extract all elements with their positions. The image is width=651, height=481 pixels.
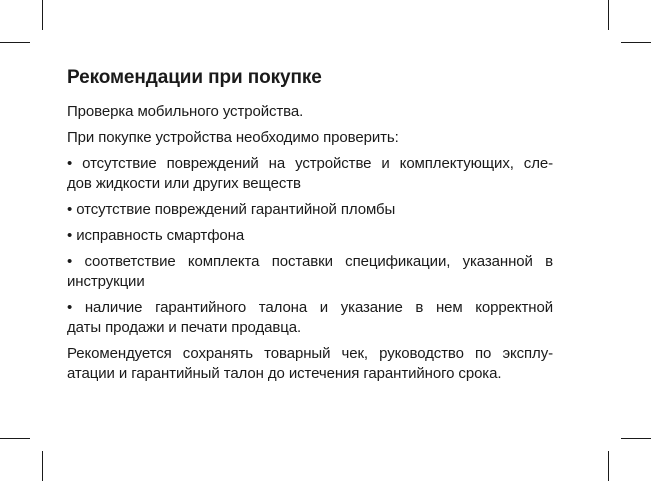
- bullet-package-contents: [67, 252, 553, 292]
- paragraph-line: атации и гарантийный талон до истечения гарантийного срока.: [67, 365, 502, 382]
- paragraph-check-device: [67, 102, 553, 122]
- paragraph-line: • наличие гарантийного талона и указание в нем корректной: [67, 299, 553, 316]
- crop-mark-bottom-right-horizontal: [621, 438, 651, 439]
- crop-mark-top-right-vertical: [608, 0, 609, 30]
- section-title: Рекомендации при покупке: [67, 67, 322, 88]
- paragraph-line: При покупке устройства необходимо проверить:: [67, 129, 399, 146]
- bullet-no-damage: [67, 154, 553, 194]
- crop-mark-top-right-horizontal: [621, 42, 651, 43]
- paragraph-line: дов жидкости или других веществ: [67, 175, 301, 192]
- purchase-recommendations-section: [67, 66, 553, 390]
- crop-mark-bottom-left-vertical: [42, 451, 43, 481]
- paragraph-line: Рекомендуется сохранять товарный чек, руководство по эксплу-: [67, 345, 553, 362]
- bullet-warranty-card: [67, 298, 553, 338]
- paragraph-check-intro: [67, 128, 553, 148]
- bullet-warranty-seal: [67, 200, 553, 220]
- paragraph-keep-receipt: [67, 344, 553, 384]
- paragraph-line: • отсутствие повреждений гарантийной пломбы: [67, 201, 396, 218]
- crop-mark-top-left-vertical: [42, 0, 43, 30]
- paragraph-line: даты продажи и печати продавца.: [67, 319, 302, 336]
- paragraph-line: • отсутствие повреждений на устройстве и комплектующих, сле-: [67, 155, 553, 172]
- paragraph-line: инструкции: [67, 273, 145, 290]
- paragraph-line: • исправность смартфона: [67, 227, 245, 244]
- paragraph-line: • соответствие комплекта поставки спецификации, указанной в: [67, 253, 553, 270]
- bullet-smartphone-working: [67, 226, 553, 246]
- crop-mark-bottom-left-horizontal: [0, 438, 30, 439]
- paragraph-line: Проверка мобильного устройства.: [67, 103, 304, 120]
- crop-mark-top-left-horizontal: [0, 42, 30, 43]
- crop-mark-bottom-right-vertical: [608, 451, 609, 481]
